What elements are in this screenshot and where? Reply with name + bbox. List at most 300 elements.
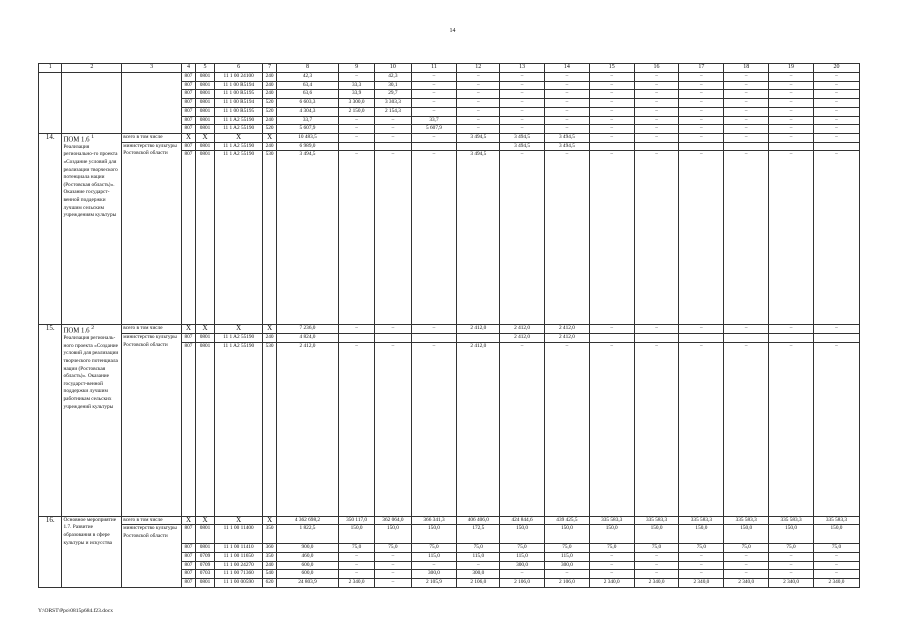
table-cell: 42,3 [277,73,339,82]
table-cell: – [679,107,724,116]
table-cell: 2 340,0 [679,579,724,588]
table-cell: 2 412,0 [500,334,545,343]
column-number-cell: 16 [634,64,679,73]
table-cell: 3 494,5 [500,142,545,151]
table-cell: 807 [182,525,196,544]
table-cell: 172,5 [457,525,500,544]
table-cell: 11 1 00 24100 [215,73,263,82]
table-cell: 0801 [195,81,214,90]
table-cell: 2 106,0 [457,579,500,588]
table-cell: – [769,561,814,570]
table-row [39,525,860,544]
table-cell: – [457,107,500,116]
table-cell: 540 [263,570,277,579]
section-title-text: ПОМ 1.6 [63,327,90,335]
table-cell: – [724,133,769,142]
table-cell: 150,0 [813,525,859,544]
table-cell: 0801 [195,525,214,544]
table-cell: 335 583,3 [813,516,859,525]
table-cell: – [589,561,634,570]
column-number-cell: 14 [544,64,589,73]
table-cell [457,334,500,343]
column-number-cell: 5 [195,64,214,73]
table-cell: – [589,125,634,134]
table-cell: – [544,81,589,90]
table-cell: – [813,99,859,108]
table-cell [634,334,679,343]
table-cell: 2 105,9 [411,579,457,588]
table-cell: – [457,99,500,108]
table-cell: 240 [263,73,277,82]
table-cell: 807 [182,125,196,134]
table-cell [62,73,122,134]
table-cell: 0801 [195,544,214,553]
table-cell: – [634,81,679,90]
table-cell: 29,7 [375,90,411,99]
table-cell: – [724,90,769,99]
table-cell [679,334,724,343]
table-cell: 807 [182,342,196,516]
table-cell: – [338,561,374,570]
column-number-cell: 11 [411,64,457,73]
table-cell: X [263,133,277,142]
table-cell: – [634,325,679,334]
table-cell: 2 106,0 [544,579,589,588]
section-description: Реализация регионально-го проекта «Создание условий для реализации творческого потенциала нации (Ростовская область)». Оказание государст-венной поддержки лучшим сельским учреждениям культуры [63,143,118,219]
column-number-cell: 3 [122,64,182,73]
table-cell: – [769,116,814,125]
table-cell: 150,0 [500,525,545,544]
table-cell: – [411,342,457,516]
column-number-cell: 8 [277,64,339,73]
table-cell: – [813,73,859,82]
table-cell: – [813,325,859,334]
table-cell: 0801 [195,142,214,151]
table-cell: 150,0 [375,525,411,544]
table-cell [769,142,814,151]
table-cell: – [589,552,634,561]
table-cell: 350 [263,552,277,561]
table-cell: 424 844,6 [500,516,545,525]
table-cell: – [769,342,814,516]
table-cell: – [411,73,457,82]
table-cell: 0801 [195,125,214,134]
table-cell: – [500,125,545,134]
table-cell: 2 412,0 [457,342,500,516]
table-cell: 75,0 [457,544,500,553]
table-cell: 33,9 [338,90,374,99]
table-cell: X [215,516,263,525]
table-cell: – [589,133,634,142]
table-cell: – [589,570,634,579]
table-cell: 75,0 [724,544,769,553]
table-cell: – [544,107,589,116]
table-cell: – [375,561,411,570]
table-cell: – [679,116,724,125]
column-number-cell: 20 [813,64,859,73]
table-cell: 11 1 00 11410 [215,544,263,553]
table-cell: X [195,325,214,334]
table-cell: 0801 [195,151,214,325]
section-title [63,325,120,335]
table-cell: X [195,133,214,142]
table-cell: – [634,107,679,116]
table-cell: – [589,342,634,516]
table-cell: 63,6 [277,90,339,99]
table-cell: X [182,325,196,334]
table-cell: 807 [182,561,196,570]
table-cell: 11 1 00 11650 [215,552,263,561]
table-cell: 600,0 [277,561,339,570]
executor-label: министерство культуры Ростовской области [122,142,182,325]
table-cell: 3 300,0 [338,99,374,108]
table-cell: – [634,342,679,516]
table-cell: – [679,570,724,579]
table-cell: 2 340,0 [634,579,679,588]
table-cell: – [724,342,769,516]
table-cell: – [679,552,724,561]
table-cell: – [500,342,545,516]
table-cell: 10 483,5 [277,133,339,142]
table-cell: – [375,579,411,588]
table-cell: – [813,125,859,134]
table-cell: – [544,125,589,134]
table-cell [338,142,374,151]
table-cell: – [724,561,769,570]
table-cell: – [769,552,814,561]
table-cell: 335 583,3 [724,516,769,525]
column-number-cell: 19 [769,64,814,73]
table-cell: – [634,133,679,142]
table-cell: 600,0 [277,570,339,579]
table-cell: 0801 [195,90,214,99]
table-cell: – [411,325,457,334]
table-cell: – [589,325,634,334]
table-cell: 439 425,5 [544,516,589,525]
table-cell: 362 064,0 [375,516,411,525]
table-cell [375,334,411,343]
table-cell: 11 1 00 11400 [215,525,263,544]
section-title-text: ПОМ 1.6 [63,136,90,144]
table-cell: 406 406,0 [457,516,500,525]
table-cell: 335 583,3 [769,516,814,525]
table-cell: 520 [263,99,277,108]
table-cell: 807 [182,552,196,561]
table-cell: – [338,151,374,325]
table-cell: – [500,90,545,99]
table-cell: 240 [263,561,277,570]
section-name [62,133,122,324]
column-number-cell: 9 [338,64,374,73]
table-cell: 115,0 [500,552,545,561]
table-cell: X [182,516,196,525]
table-cell: – [375,325,411,334]
table-cell: 30,1 [375,81,411,90]
table-cell: – [411,561,457,570]
table-cell: – [634,151,679,325]
section-total-row [39,325,860,334]
column-number-cell: 10 [375,64,411,73]
table-cell: X [263,516,277,525]
table-cell: – [544,151,589,325]
table-cell: – [769,81,814,90]
table-cell: – [679,561,724,570]
page-number: 14 [449,28,456,34]
table-cell: 63,4 [277,81,339,90]
table-cell: 2 412,0 [544,325,589,334]
table-cell: – [724,99,769,108]
table-cell: – [375,570,411,579]
table-cell: 11 1 A2 55190 [215,142,263,151]
table-cell: – [544,73,589,82]
table-cell: – [544,570,589,579]
executor-label: министерство культуры Ростовской области [122,334,182,517]
table-cell: – [724,325,769,334]
table-cell: – [813,570,859,579]
table-cell: 0801 [195,99,214,108]
table-cell: – [813,561,859,570]
table-cell [724,334,769,343]
table-cell: 300,0 [544,561,589,570]
table-cell [589,334,634,343]
column-number-cell: 18 [724,64,769,73]
table-cell: – [589,81,634,90]
table-cell: – [500,116,545,125]
table-cell: – [500,81,545,90]
table-cell: – [769,90,814,99]
table-cell: – [679,81,724,90]
table-cell: – [457,116,500,125]
table-cell [122,73,182,134]
table-cell: – [375,116,411,125]
table-cell: – [813,342,859,516]
table-cell: 75,0 [411,544,457,553]
table-cell: 366 341,3 [411,516,457,525]
table-cell: – [813,151,859,325]
table-cell: 300,0 [500,561,545,570]
table-cell: 0801 [195,73,214,82]
table-cell: 5 607,9 [411,125,457,134]
table-cell: – [544,116,589,125]
table-cell: 240 [263,81,277,90]
table-cell: 3 494,5 [277,151,339,325]
table-cell: 807 [182,99,196,108]
table-cell: 11 1 00 R5195 [215,107,263,116]
table-cell: 240 [263,334,277,343]
table-cell: 2 340,0 [769,579,814,588]
budget-table [38,63,860,588]
table-cell: 460,0 [277,552,339,561]
table-cell: 807 [182,116,196,125]
table-cell [375,142,411,151]
table-cell: 6 989,0 [277,142,339,151]
table-cell: X [195,516,214,525]
table-cell: – [679,90,724,99]
table-cell: 335 583,3 [589,516,634,525]
table-cell: 1 822,5 [277,525,339,544]
table-cell: 350 117,0 [338,516,374,525]
table-cell: – [679,151,724,325]
table-cell: – [724,81,769,90]
table-cell: 4 824,0 [277,334,339,343]
table-cell: 33,7 [411,116,457,125]
table-cell: – [500,570,545,579]
table-cell: 11 1 A2 55190 [215,151,263,325]
table-cell: – [634,99,679,108]
table-cell: 807 [182,81,196,90]
table-cell: – [589,99,634,108]
table-cell: – [589,90,634,99]
table-cell: – [589,151,634,325]
table-cell: X [263,325,277,334]
table-cell: – [634,561,679,570]
table-cell: X [215,325,263,334]
table-cell: 2 150,0 [338,107,374,116]
table-cell [769,334,814,343]
table-cell: 350 [263,525,277,544]
section-name [62,325,122,516]
table-cell: 6 603,3 [277,99,339,108]
table-cell [411,334,457,343]
table-cell: 807 [182,142,196,151]
table-cell: – [544,90,589,99]
table-cell: – [338,125,374,134]
table-cell: – [500,151,545,325]
table-cell: 75,0 [813,544,859,553]
table-cell: 0709 [195,561,214,570]
table-cell: – [679,133,724,142]
table-cell: 2 412,0 [544,334,589,343]
table-cell: – [411,99,457,108]
table-cell: 115,0 [544,552,589,561]
section-total-row [39,516,860,525]
table-cell: 2 340,0 [813,579,859,588]
table-cell: 33,7 [277,116,339,125]
table-cell: – [724,107,769,116]
table-cell: 300,0 [457,570,500,579]
table-cell: – [375,552,411,561]
column-number-cell: 13 [500,64,545,73]
table-cell: 2 412,0 [277,342,339,516]
section-name [62,516,122,587]
table-cell: – [769,99,814,108]
table-cell: 0709 [195,552,214,561]
table-cell: – [544,99,589,108]
table-cell: – [724,552,769,561]
table-cell: 520 [263,107,277,116]
table-cell: 150,0 [589,525,634,544]
table-cell: 2 412,0 [457,325,500,334]
column-number-cell: 12 [457,64,500,73]
table-cell: 807 [182,90,196,99]
table-cell: – [634,125,679,134]
table-cell: 150,0 [411,525,457,544]
table-cell: 75,0 [375,544,411,553]
table-cell: 150,0 [724,525,769,544]
table-cell: 530 [263,342,277,516]
table-cell: 11 1 00 00590 [215,579,263,588]
table-cell: – [813,81,859,90]
table-cell: – [375,133,411,142]
table-cell: – [813,90,859,99]
footnote-mark: 1 [91,133,95,140]
table-cell: 5 607,9 [277,125,339,134]
table-cell: – [411,81,457,90]
column-number-cell: 7 [263,64,277,73]
table-cell: 240 [263,90,277,99]
table-cell: – [634,116,679,125]
table-cell: – [338,570,374,579]
table-cell [724,142,769,151]
table-cell: 807 [182,570,196,579]
table-cell: 335 583,3 [679,516,724,525]
table-cell: – [500,107,545,116]
table-cell [457,142,500,151]
table-cell: 2 154,3 [375,107,411,116]
table-cell: – [634,552,679,561]
table-cell: 335 583,3 [634,516,679,525]
table-cell: 75,0 [769,544,814,553]
total-label: всего в том числе [122,516,182,525]
table-cell [679,142,724,151]
table-cell: 807 [182,579,196,588]
table-cell: 115,0 [457,552,500,561]
table-cell: 900,0 [277,544,339,553]
table-cell: – [679,73,724,82]
total-label: всего в том числе [122,133,182,142]
table-cell [39,73,62,134]
table-cell: 360 [263,544,277,553]
table-cell: 11 1 00 71360 [215,570,263,579]
table-cell: 0801 [195,334,214,343]
table-cell: 3 494,5 [544,133,589,142]
table-cell: 150,0 [338,525,374,544]
table-cell: – [589,116,634,125]
table-cell: 11 1 A2 55190 [215,116,263,125]
table-cell [634,142,679,151]
table-cell: – [634,570,679,579]
table-cell: 2 106,0 [500,579,545,588]
table-cell: 75,0 [589,544,634,553]
column-number-cell: 2 [62,64,122,73]
table-cell: 24 803,9 [277,579,339,588]
table-cell: – [634,73,679,82]
table-cell: – [679,99,724,108]
table-cell: – [769,107,814,116]
table-row [39,334,860,343]
table-cell: 11 1 00 24270 [215,561,263,570]
table-cell: – [457,73,500,82]
table-cell: X [215,133,263,142]
column-number-cell: 17 [679,64,724,73]
table-cell: 807 [182,151,196,325]
table-cell [813,142,859,151]
table-cell: – [411,107,457,116]
table-cell: 2 340,0 [589,579,634,588]
table-cell: – [813,107,859,116]
table-cell: 7 236,0 [277,325,339,334]
table-cell: 240 [263,116,277,125]
table-cell: – [634,90,679,99]
table-cell: 0703 [195,570,214,579]
executor-label: министерство культуры Ростовской области [122,525,182,587]
table-cell: – [457,561,500,570]
table-cell: – [724,570,769,579]
table-cell: – [457,81,500,90]
table-cell: 150,0 [679,525,724,544]
table-cell: 11 1 00 R5194 [215,81,263,90]
table-cell: – [411,151,457,325]
